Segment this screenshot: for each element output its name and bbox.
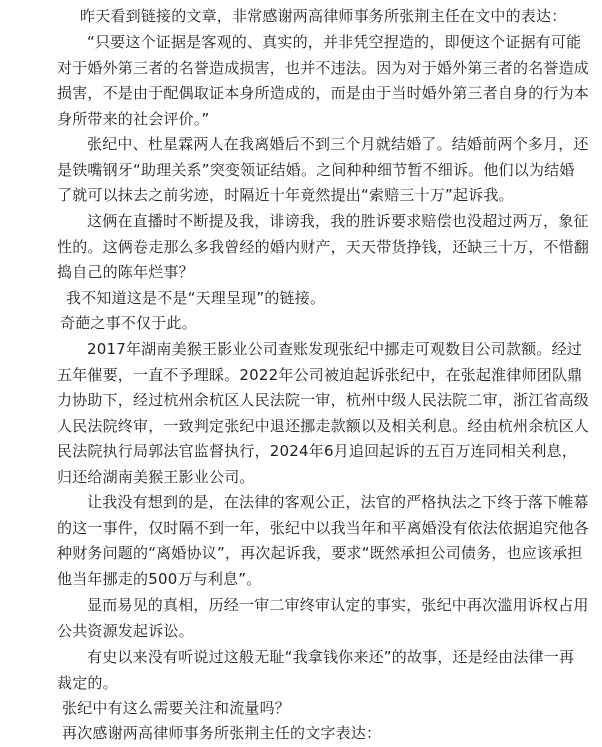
paragraph-livestream: 这俩在直播时不断提及我，诽谤我，我的胜诉要求赔偿也没超过两万，象征性的。这俩卷走那么多我曾经的婚内财产，天天带货挣钱，还缺三十万，不惜翻捣自己的陈年烂事？ (57, 212, 590, 281)
paragraph-quote: “只要这个证据是客观的、真实的，并非凭空捏造的，即便这个证据有可能对于婚外第三者的名誉造成损害，也并不违法。因为对于婚外第三者的名誉造成损害，不是由于配偶取证本身所造成的，而是由于当时婚外第三者自身的行为本身所带来的社会评价。” (57, 33, 590, 128)
paragraph-question: 张纪中有这么需要关注和流量吗？ (62, 699, 291, 717)
paragraph-marriage: 张纪中、杜星霖两人在我离婚后不到三个月就结婚了。结婚前两个多月，还是铁嘴钢牙“助理关系”突变领证结婚。之间种种细节暂不细诉。他们以为结婚了就可以抹去之前劣迹，时隔近十年竟然提出“索赔三十万”起诉我。 (57, 135, 589, 204)
paragraph-truth: 显而易见的真相，历经一审二审终审认定的事实，张纪中再次滥用诉权占用公共资源发起诉讼。 (57, 596, 589, 640)
paragraph-shameless: 有史以来没有听说过这般无耻“我拿钱你来还”的故事，还是经由法律一再裁定的。 (57, 648, 575, 692)
paragraph-company-case: 2017年湖南美猴王影业公司查账发现张纪中挪走可观数目公司款额。经过五年催要，一直不予理睬。2022年公司被迫起诉张纪中，在张起淮律师团队鼎力协助下，经过杭州余杭区人民法院一审，杭州中级人民法院二审，浙江省高级人民法院终审，一致判定张纪中退还挪走款额以及相关利息。经由杭州余杭区人民法院执行局郭法官监督执行，2024年6月追回起诉的五百万连同相关利息，归还给湖南美猴王影业公司。 (57, 340, 590, 486)
paragraph-unexpected: 让我没有想到的是，在法律的客观公正，法官的严格执法之下终于落下帷幕的这一事件，仅时隔不到一年，张纪中以我当年和平离婚没有依法依据追究他各种财务问题的“离婚协议”，再次起诉我，要求“既然承担公司债务，也应该承担他当年挪走的500万与利息”。 (57, 493, 590, 588)
paragraph-thanks-again: 再次感谢两高律师事务所张荆主任的文字表达： (62, 724, 382, 742)
paragraph-link: 我不知道这是不是“天理呈现”的链接。 (66, 289, 326, 307)
paragraph-strange: 奇葩之事不仅于此。 (60, 314, 197, 332)
paragraph-intro: 昨天看到链接的文章，非常感谢两高律师事务所张荆主任在文中的表达： (80, 7, 567, 25)
